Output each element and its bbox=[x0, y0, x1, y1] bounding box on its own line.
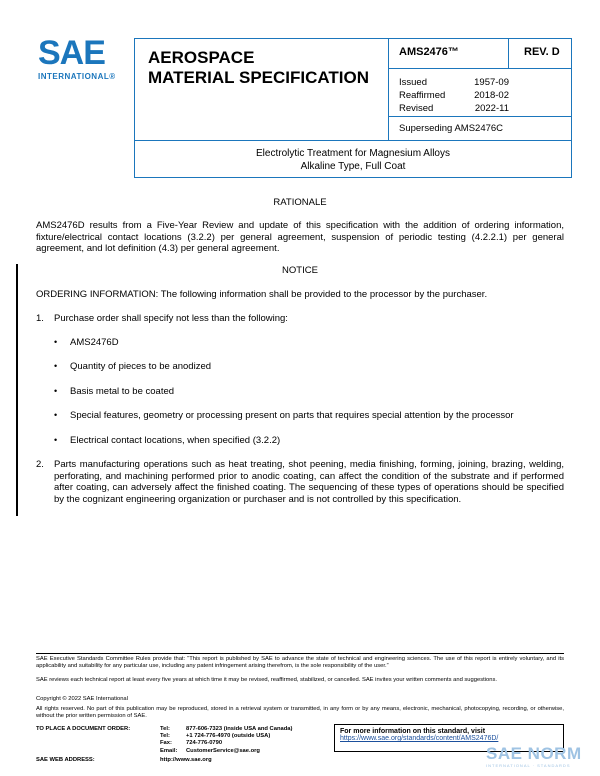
bullet-marker: • bbox=[54, 337, 58, 347]
bullet-item: Quantity of pieces to be anodized bbox=[70, 361, 212, 372]
bullet-marker: • bbox=[54, 435, 58, 445]
web-link[interactable]: http://www.sae.org bbox=[160, 757, 212, 763]
dates-divider bbox=[388, 116, 572, 117]
bullet-marker: • bbox=[54, 361, 58, 371]
tel1-label: Tel: bbox=[160, 726, 170, 732]
committee-rules-text: SAE Executive Standards Committee Rules provide that: “This report is published by SAE to advance the state of technical and engineering sciences. The use of this report is entirely voluntary, and its applicability and suitability for any particular use, including any patent infringement arising therefrom, is the sole responsibility of the user.” bbox=[36, 656, 564, 670]
subtitle-line-1: Electrolytic Treatment for Magnesium Alloys bbox=[256, 148, 450, 159]
title-divider bbox=[134, 140, 572, 141]
issued-row bbox=[399, 76, 509, 89]
item-1-number: 1. bbox=[36, 313, 44, 324]
revision-label: REV. D bbox=[524, 46, 560, 58]
logo-mark: SAE bbox=[38, 34, 105, 72]
watermark-logo: SAE NORM bbox=[486, 744, 582, 763]
copyright-text: Copyright © 2022 SAE International bbox=[36, 696, 128, 702]
header-divider-vertical bbox=[388, 38, 389, 140]
document-number: AMS2476™ bbox=[399, 46, 459, 58]
watermark-subtitle: INTERNATIONAL · STANDARDS bbox=[486, 763, 571, 768]
logo-subtitle: INTERNATIONAL® bbox=[38, 72, 116, 81]
item-2-text: Parts manufacturing operations such as heat treating, shot peening, media finishing, forming, joining, brazing, welding, perforating, and machining performed prior to anodic coating, can affect the condition of the substrate and if performed after coating, can adversely affect the finished coating. The sequencing of these types of operations should be specified by the cognizant engineering organization or purchaser and is not controlled by this specification. bbox=[54, 459, 564, 505]
item-1-text: Purchase order shall specify not less than the following: bbox=[54, 313, 288, 324]
item-2-number: 2. bbox=[36, 459, 44, 470]
ordering-information: ORDERING INFORMATION: The following information shall be provided to the processor by the purchaser. bbox=[36, 289, 488, 300]
bullet-marker: • bbox=[54, 410, 58, 420]
revised-date: 2022-11 bbox=[474, 103, 509, 114]
rev-divider bbox=[508, 38, 509, 69]
superseding-note: Superseding AMS2476C bbox=[399, 123, 504, 134]
change-bar bbox=[16, 264, 18, 516]
fax-value: 724-776-0790 bbox=[186, 740, 223, 747]
contact-values bbox=[186, 726, 292, 755]
bullet-marker: • bbox=[54, 386, 58, 396]
issued-label: Issued bbox=[399, 77, 427, 88]
reaffirmed-row bbox=[399, 89, 509, 102]
review-text: SAE reviews each technical report at least every five years at which time it may be revised, reaffirmed, stabilized, or cancelled. SAE invites your written comments and suggestions. bbox=[36, 677, 497, 683]
email-label: Email: bbox=[160, 747, 178, 754]
specification-subtitle bbox=[134, 148, 572, 173]
tel1-value: 877-606-7323 (inside USA and Canada) bbox=[186, 726, 293, 732]
document-type-title bbox=[148, 48, 369, 88]
more-info-title: For more information on this standard, visit bbox=[340, 728, 486, 735]
sae-logo bbox=[38, 36, 122, 81]
standard-url-link[interactable]: https://www.sae.org/standards/content/AMS2476D/ bbox=[340, 735, 499, 742]
rationale-heading: RATIONALE bbox=[273, 197, 327, 208]
bullet-item: Basis metal to be coated bbox=[70, 386, 175, 397]
tel2-value: +1 724-776-4970 (outside USA) bbox=[186, 733, 271, 740]
title-line-2: MATERIAL SPECIFICATION bbox=[148, 68, 369, 87]
email-link[interactable]: CustomerService@sae.org bbox=[186, 747, 260, 754]
bullet-item: AMS2476D bbox=[70, 337, 119, 348]
order-label: TO PLACE A DOCUMENT ORDER: bbox=[36, 726, 131, 732]
docno-divider bbox=[388, 68, 572, 69]
revised-row bbox=[399, 102, 509, 115]
rationale-paragraph: AMS2476D results from a Five-Year Review and update of this specification with the addition of ordering information, fixture/electrical contact locations (3.2.2) per general agreement, suspension of periodic testing (4.2.2.1) per general agreement, and lot definition (4.3) per general agreement. bbox=[36, 220, 564, 254]
reaffirmed-label: Reaffirmed bbox=[399, 90, 446, 101]
title-line-1: AEROSPACE bbox=[148, 48, 255, 67]
issued-date: 1957-09 bbox=[474, 77, 509, 88]
footer-rule bbox=[36, 653, 564, 654]
tel2-label: Tel: bbox=[160, 733, 170, 740]
fax-label: Fax: bbox=[160, 740, 172, 747]
reaffirmed-date: 2018-02 bbox=[474, 90, 509, 101]
revised-label: Revised bbox=[399, 103, 434, 114]
contact-labels bbox=[160, 726, 177, 755]
bullet-item: Electrical contact locations, when specified (3.2.2) bbox=[70, 435, 281, 446]
notice-heading: NOTICE bbox=[282, 265, 318, 276]
web-label: SAE WEB ADDRESS: bbox=[36, 757, 95, 763]
bullet-item: Special features, geometry or processing present on parts that requires special attention by the processor bbox=[70, 410, 514, 421]
rights-text: All rights reserved. No part of this publication may be reproduced, stored in a retrieval system or transmitted, in any form or by any means, electronic, mechanical, photocopying, recording, or otherwise, without the prior written permission of SAE. bbox=[36, 706, 564, 720]
date-table bbox=[399, 76, 509, 115]
subtitle-line-2: Alkaline Type, Full Coat bbox=[300, 160, 406, 172]
